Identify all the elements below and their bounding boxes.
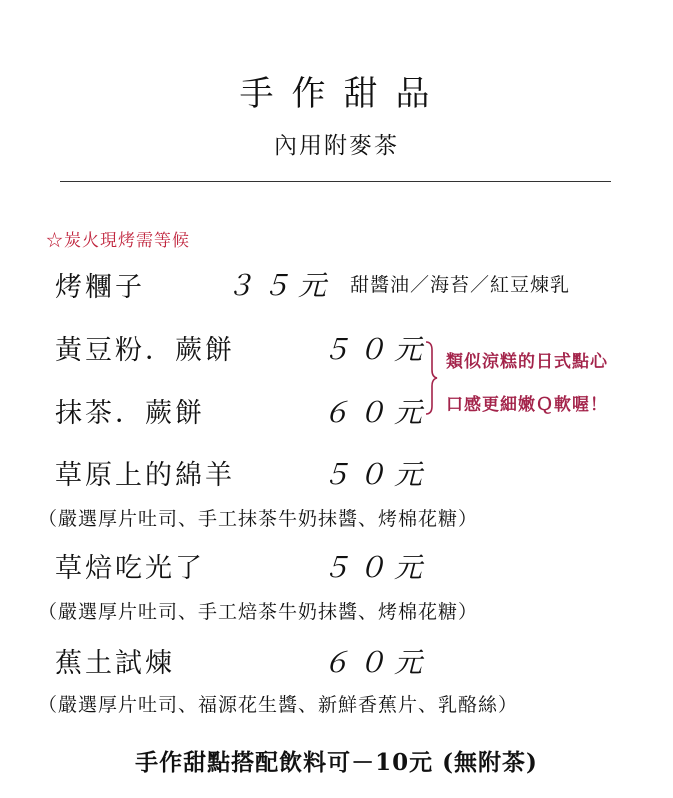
warabimochi-note-line2: 口感更細嫩Ｑ軟喔！: [446, 395, 608, 415]
menu-item-price: ６０元: [322, 396, 431, 429]
menu-item-name: 抹茶．蕨餅: [55, 398, 205, 429]
warabimochi-note-line1: 類似涼糕的日式點心: [446, 352, 608, 372]
menu-title: 手作甜品: [239, 74, 448, 114]
menu-subtitle: 內用附麥茶: [274, 133, 399, 159]
menu-item-price: ５０元: [322, 333, 431, 366]
menu-item-name: 烤糰子: [55, 272, 145, 303]
menu-item-price: ３５元: [226, 269, 335, 302]
menu-item-name: 蕉土試煉: [55, 648, 175, 679]
menu-item-name: 草焙吃光了: [55, 553, 205, 584]
menu-item-price: ５０元: [322, 551, 431, 584]
grill-notice: ☆炭火現烤需等候: [46, 231, 190, 251]
menu-item-price: ５０元: [322, 458, 431, 491]
menu-item-name: 草原上的綿羊: [55, 460, 235, 491]
menu-item-detail: （嚴選厚片吐司、手工焙茶牛奶抹醬、烤棉花糖）: [38, 601, 479, 623]
menu-item-name: 黃豆粉．蕨餅: [55, 335, 235, 366]
divider: [60, 181, 611, 182]
menu-item-detail: （嚴選厚片吐司、福源花生醬、新鮮香蕉片、乳酪絲）: [38, 694, 519, 716]
menu-item-detail: 甜醬油／海苔／紅豆煉乳: [350, 274, 571, 296]
menu-item-price: ６０元: [322, 646, 431, 679]
drink-discount-note: 手作甜點搭配飲料可－10元 (無附茶): [135, 749, 538, 776]
menu-item-detail: （嚴選厚片吐司、手工抹茶牛奶抹醬、烤棉花糖）: [38, 508, 479, 530]
brace-icon: [424, 340, 438, 416]
